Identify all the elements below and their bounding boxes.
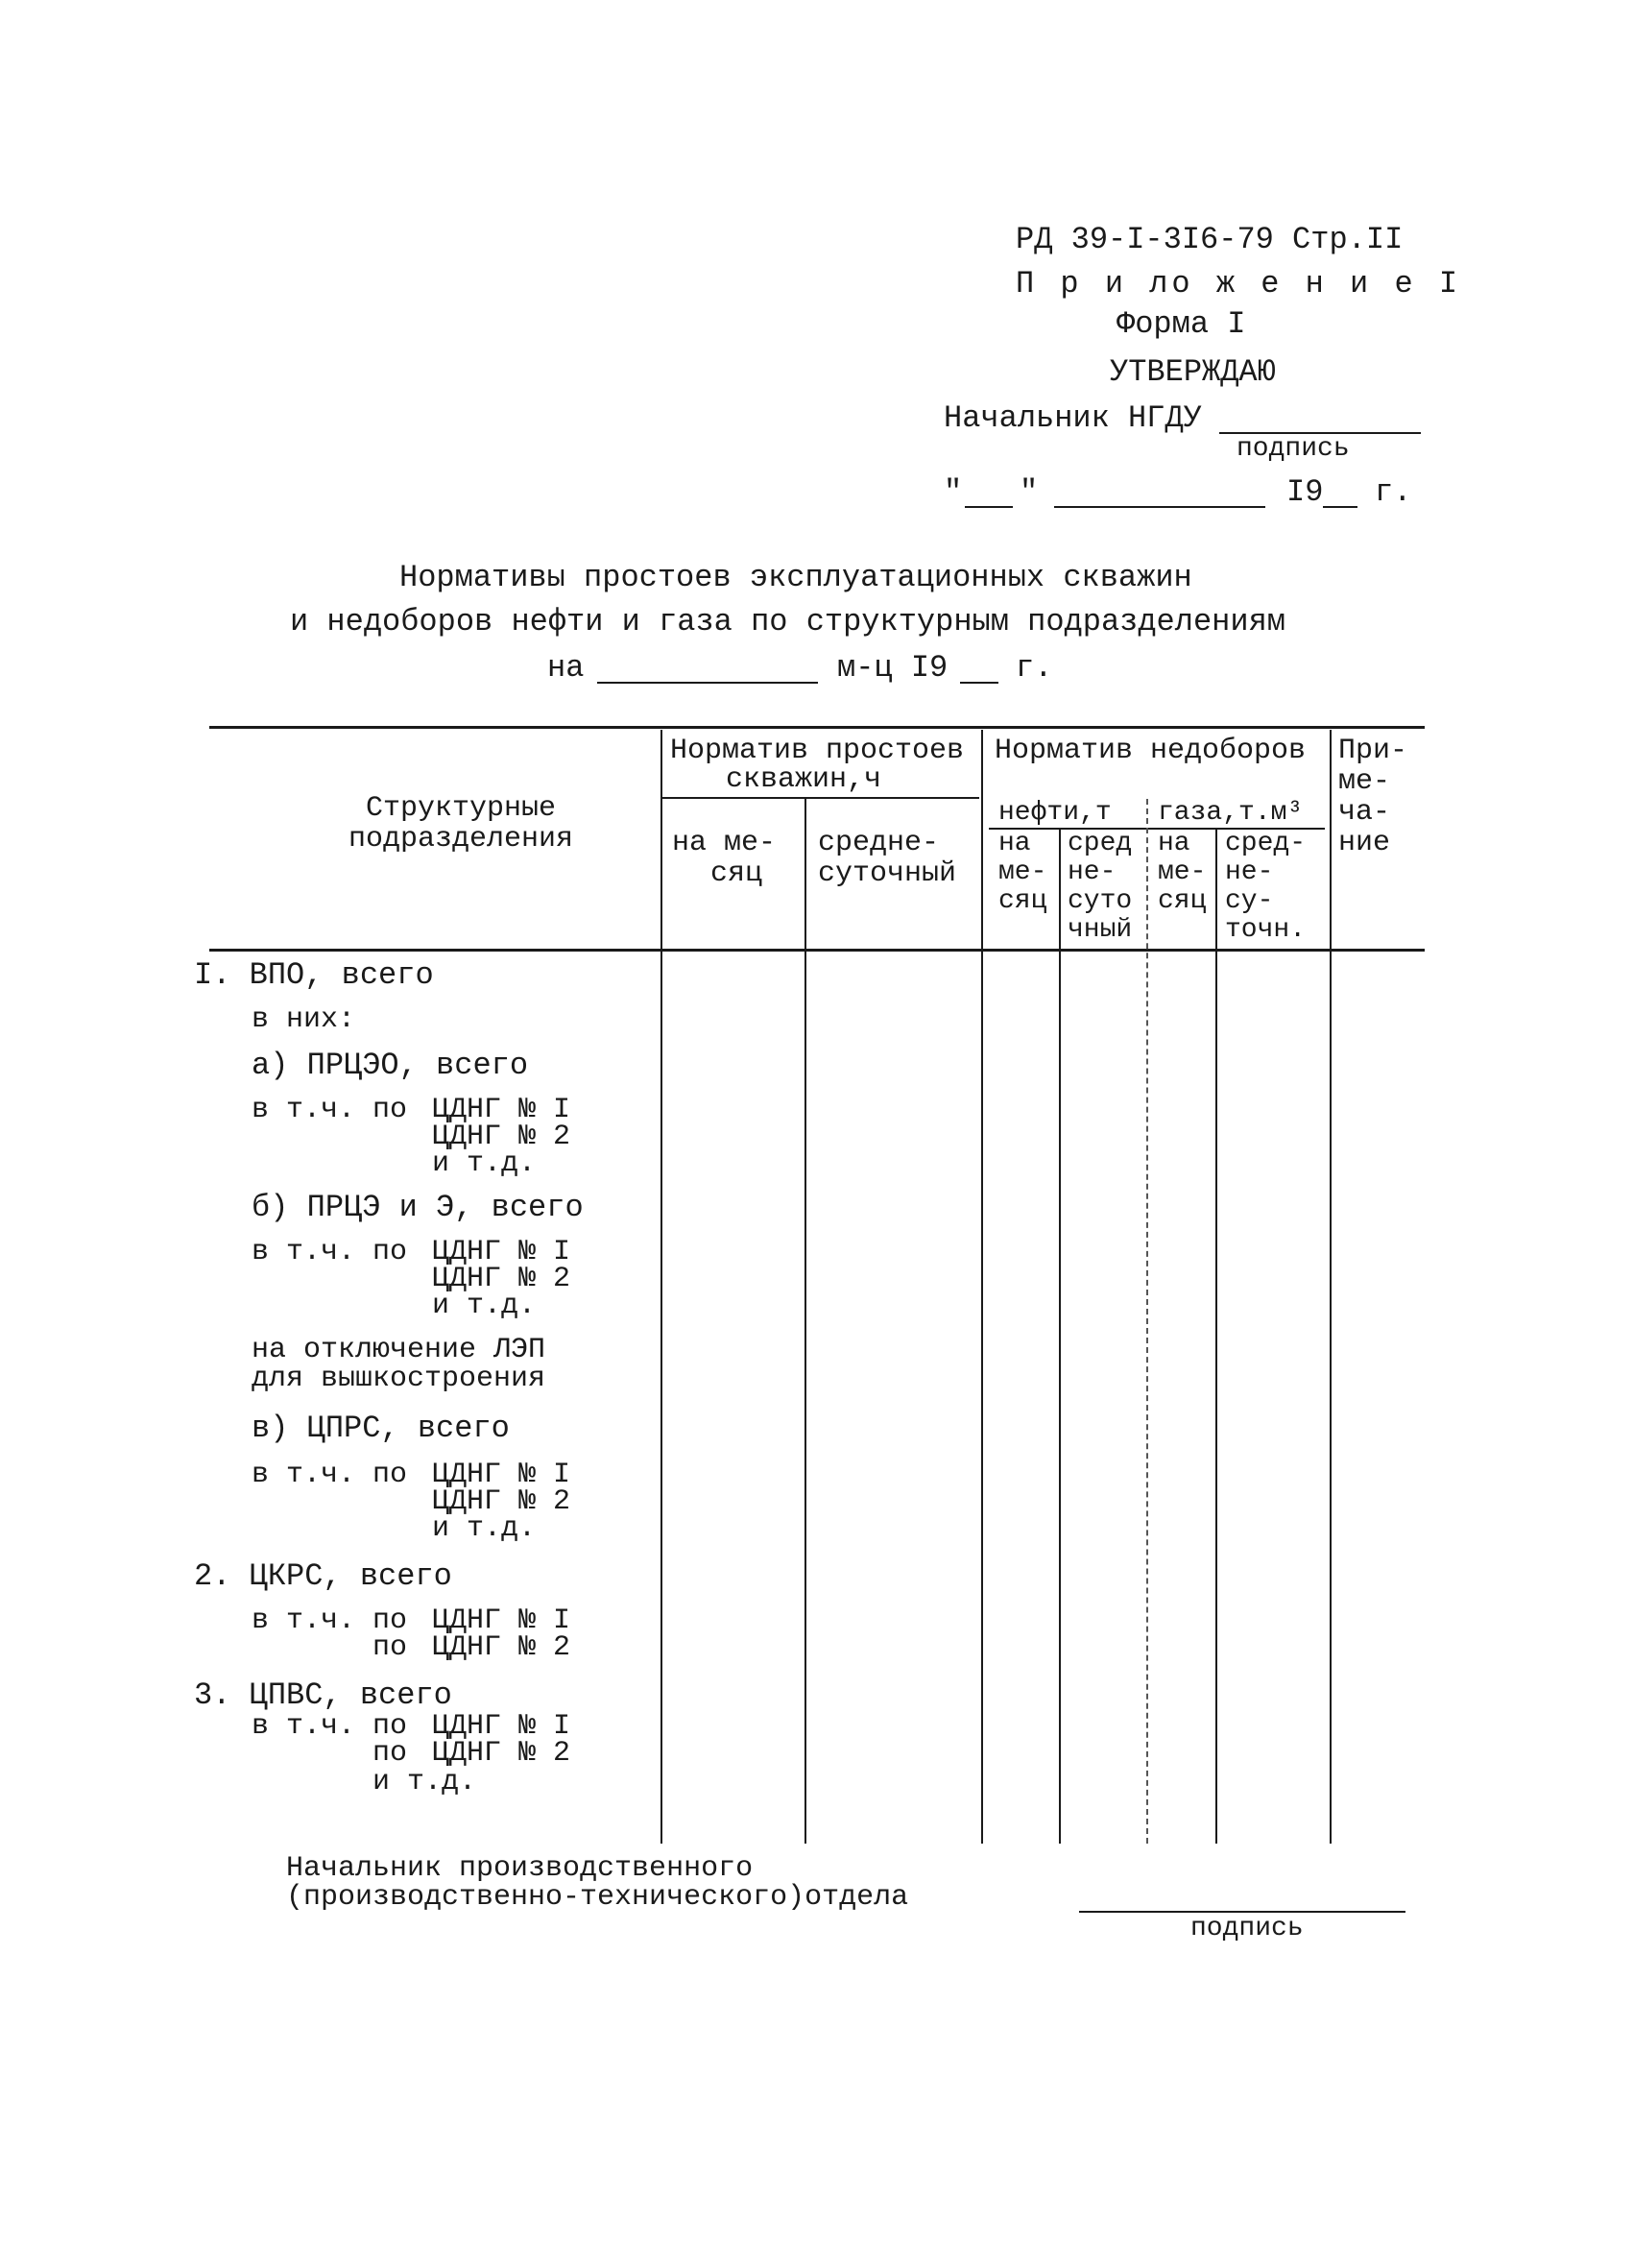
row-ckrs-po: по xyxy=(372,1631,408,1664)
header-gas-month xyxy=(1158,830,1206,916)
date-year-blank xyxy=(1323,506,1357,508)
header-note-line-1: При- xyxy=(1338,735,1408,767)
header-gas-month-line-2: ме- xyxy=(1158,857,1207,887)
header-gas-month-line-3: сяц xyxy=(1158,886,1207,916)
header-daily-avg-line-1: средне- xyxy=(818,827,940,859)
row-cpvs-etc: и т.д. xyxy=(372,1766,477,1798)
header-oil-daily-line-3: суто xyxy=(1068,886,1133,916)
header-gas-daily-line-2: не- xyxy=(1225,857,1274,887)
header-gas: газа,т.м³ xyxy=(1158,798,1304,828)
title-month-blank xyxy=(597,682,818,684)
document-reference: РД 39-I-3I6-79 Стр.II xyxy=(1016,222,1404,257)
row-prce-incl: в т.ч. по xyxy=(252,1236,408,1268)
header-downtime-line-2: скважин,ч xyxy=(726,763,882,796)
row-ckrs-incl: в т.ч. по xyxy=(252,1604,408,1637)
row-prce-cdng-2: ЦДНГ № 2 xyxy=(432,1263,571,1295)
title-line-1: Нормативы простоев эксплуатационных скважин xyxy=(399,560,1192,595)
date-year-prefix: I9 xyxy=(1286,474,1324,510)
title-line-3-middle: м-ц I9 xyxy=(837,650,949,686)
col-sep-4 xyxy=(1059,828,1061,1844)
row-cpvs-po: по xyxy=(372,1737,408,1770)
row-cpvs-incl: в т.ч. по xyxy=(252,1710,408,1743)
header-per-month-line-1: на ме- xyxy=(672,827,777,859)
header-oil-daily-line-2: не- xyxy=(1068,857,1117,887)
header-gas-daily-line-1: сред- xyxy=(1225,829,1307,858)
row-ckrs-cdng-2: ЦДНГ № 2 xyxy=(432,1631,571,1664)
row-cprs-total: в) ЦПРС, всего xyxy=(252,1411,510,1446)
header-oil-month-line-3: сяц xyxy=(998,886,1047,916)
row-cprs-etc: и т.д. xyxy=(432,1512,537,1545)
header-structural xyxy=(317,793,605,855)
row-prceo-etc: и т.д. xyxy=(432,1147,537,1180)
footer-signature-line xyxy=(1079,1911,1405,1913)
header-gas-month-line-1: на xyxy=(1158,829,1190,858)
header-daily-avg-line-2: суточный xyxy=(818,857,957,890)
header-oil-month xyxy=(998,830,1046,916)
header-note-line-2: ме- xyxy=(1338,765,1391,798)
row-vpo-total: I. ВПО, всего xyxy=(194,957,434,993)
header-gas-daily-line-4: точн. xyxy=(1225,915,1307,945)
header-shortfall: Норматив недоборов xyxy=(995,735,1307,767)
row-ckrs-total: 2. ЦКРС, всего xyxy=(194,1558,452,1594)
row-prce-total: б) ПРЦЭ и Э, всего xyxy=(252,1190,584,1225)
date-quote-open: " xyxy=(944,474,963,510)
row-prceo-cdng-1: ЦДНГ № I xyxy=(432,1094,571,1126)
date-month-blank xyxy=(1054,506,1265,508)
header-per-month xyxy=(672,828,776,889)
date-year-suffix: г. xyxy=(1375,474,1412,510)
date-day-blank xyxy=(965,506,1013,508)
title-year-blank xyxy=(960,682,998,684)
approve-label: УТВЕРЖДАЮ xyxy=(1110,354,1276,390)
col-sep-2 xyxy=(804,799,806,1844)
header-structural-line-2: подразделения xyxy=(348,823,574,856)
col-sep-3 xyxy=(981,730,983,1844)
header-oil-daily-line-1: сред xyxy=(1068,829,1133,858)
table-top-rule xyxy=(209,726,1425,729)
appendix-label: П р и ло ж е н и е I xyxy=(1016,266,1462,302)
header-note-line-4: ние xyxy=(1338,827,1391,859)
header-structural-line-1: Структурные xyxy=(365,792,557,825)
row-prceo-cdng-2: ЦДНГ № 2 xyxy=(432,1121,571,1153)
title-line-3-suffix: г. xyxy=(1016,650,1053,686)
chief-label: Начальник НГДУ xyxy=(944,400,1202,436)
row-cpvs-cdng-2: ЦДНГ № 2 xyxy=(432,1737,571,1770)
header-oil-month-line-2: ме- xyxy=(998,857,1047,887)
row-lep-line-2: для вышкостроения xyxy=(252,1363,546,1395)
col-sep-7 xyxy=(1330,730,1332,1844)
row-cprs-cdng-1: ЦДНГ № I xyxy=(432,1459,571,1491)
header-note xyxy=(1338,736,1407,858)
row-prceo-total: а) ПРЦЭО, всего xyxy=(252,1048,529,1083)
row-prceo-incl: в т.ч. по xyxy=(252,1094,408,1126)
form-label: Форма I xyxy=(1117,306,1246,342)
title-line-3-prefix: на xyxy=(547,650,585,686)
row-of-them: в них: xyxy=(252,1003,356,1036)
header-oil-daily xyxy=(1068,830,1132,945)
header-gas-daily xyxy=(1225,830,1306,945)
table-header-rule xyxy=(209,949,1425,952)
row-cpvs-cdng-1: ЦДНГ № I xyxy=(432,1710,571,1743)
header-daily-avg xyxy=(818,828,956,889)
footer-signature-caption: подпись xyxy=(1190,1914,1304,1943)
header-downtime-line-1: Норматив простоев xyxy=(670,735,965,767)
row-prce-etc: и т.д. xyxy=(432,1290,537,1322)
header-note-line-3: ча- xyxy=(1338,796,1391,829)
col-sep-6 xyxy=(1215,828,1217,1844)
row-cpvs-total: 3. ЦПВС, всего xyxy=(194,1677,452,1713)
header-oil: нефти,т xyxy=(998,798,1112,828)
header-gas-daily-line-3: су- xyxy=(1225,886,1274,916)
col-sep-1 xyxy=(660,730,662,1844)
footer-line-1: Начальник производственного xyxy=(286,1852,754,1885)
row-ckrs-cdng-1: ЦДНГ № I xyxy=(432,1604,571,1637)
row-cprs-cdng-2: ЦДНГ № 2 xyxy=(432,1485,571,1518)
footer-line-2: (производственно-технического)отдела xyxy=(286,1881,909,1914)
row-cprs-incl: в т.ч. по xyxy=(252,1459,408,1491)
header-oil-daily-line-4: чный xyxy=(1068,915,1133,945)
chief-signature-caption: подпись xyxy=(1237,434,1350,464)
row-prce-cdng-1: ЦДНГ № I xyxy=(432,1236,571,1268)
row-lep-line-1: на отключение ЛЭП xyxy=(252,1334,546,1366)
header-per-month-line-2: сяц xyxy=(710,857,763,890)
title-line-2: и недоборов нефти и газа по структурным подразделениям xyxy=(290,604,1285,639)
col-sep-5 xyxy=(1146,799,1148,1844)
date-quote-close: " xyxy=(1020,474,1039,510)
downtime-sub-rule xyxy=(662,797,979,799)
header-oil-month-line-1: на xyxy=(998,829,1031,858)
